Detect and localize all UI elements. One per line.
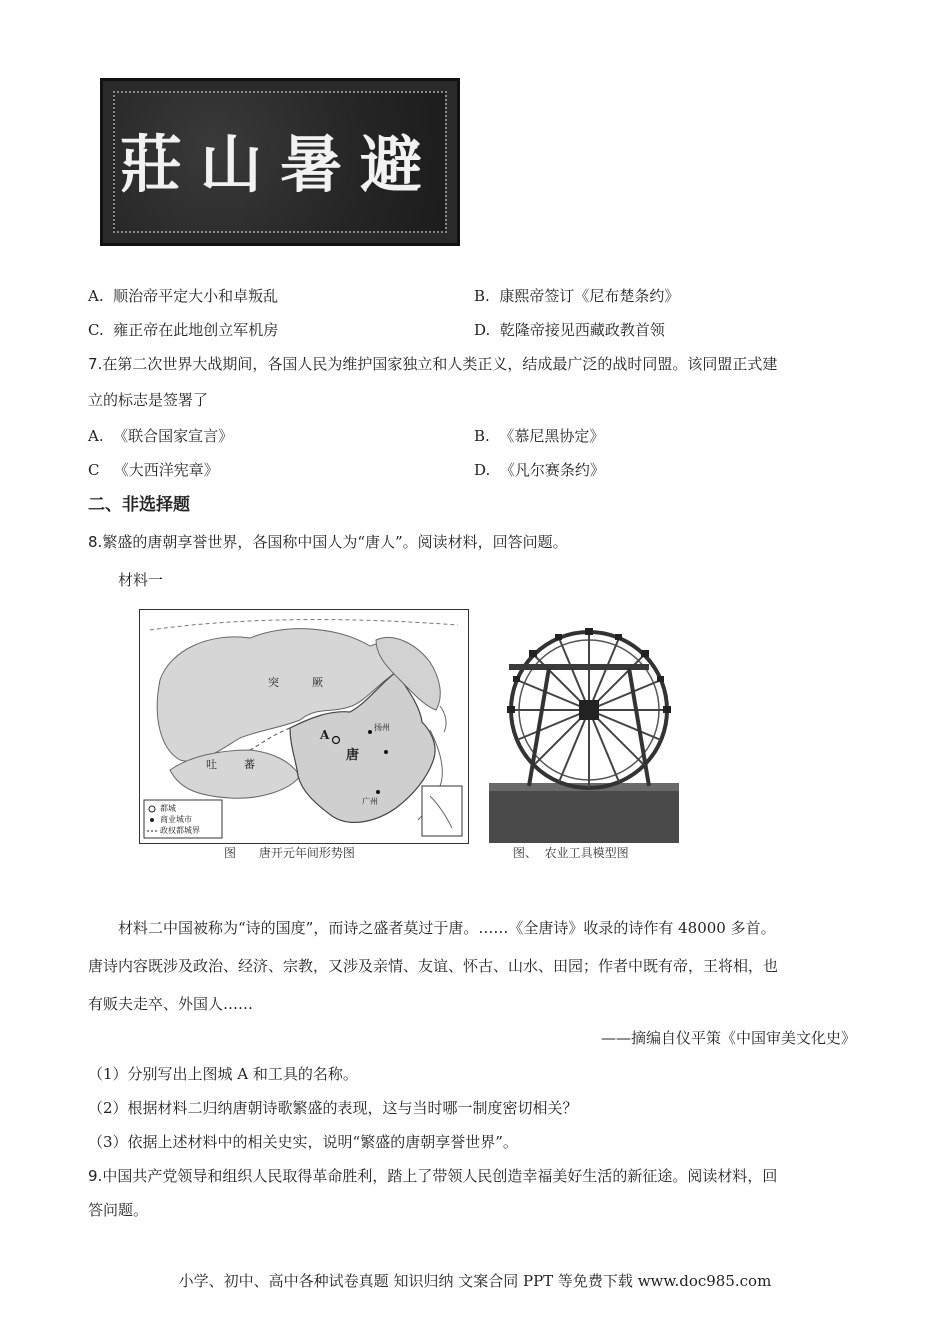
tang-map-figure bbox=[139, 609, 469, 844]
plaque-char: 山 bbox=[199, 128, 280, 201]
q8-subquestion-2: （2）根据材料二归纳唐朝诗歌繁盛的表现，这与当时哪一制度密切相关？ bbox=[88, 1099, 578, 1117]
q8-stem-text: 繁盛的唐朝享誉世界，各国称中国人为“唐人”。阅读材料，回答问题。 bbox=[102, 533, 568, 551]
page-footer: 小学、初中、高中各种试卷真题 知识归纳 文案合同 PPT 等免费下载 www.doc985.com bbox=[178, 1272, 772, 1290]
material2-source: ——摘编自仪平策《中国审美文化史》 bbox=[600, 1029, 856, 1047]
q7-option-c bbox=[88, 460, 219, 480]
waterwheel-model-figure bbox=[489, 618, 679, 843]
plaque-char: 避 bbox=[360, 128, 441, 201]
option-text: 乾隆帝接见西藏政教首领 bbox=[499, 321, 665, 339]
option-text: 《联合国家宣言》 bbox=[113, 427, 234, 445]
map-label-tubo: 吐 bbox=[206, 758, 217, 771]
map-caption-text: 唐开元年间形势图 bbox=[258, 846, 355, 860]
q6-option-d bbox=[474, 320, 665, 340]
option-label: D. bbox=[474, 321, 491, 339]
material2-line3: 有贩夫走卒、外国人…… bbox=[88, 995, 254, 1013]
legend-capital: 都城 bbox=[160, 804, 176, 813]
legend-commercial-city: 商业城市 bbox=[160, 815, 192, 824]
q7-option-b bbox=[474, 426, 604, 446]
q7-option-a bbox=[88, 426, 233, 446]
tang-map-svg bbox=[140, 610, 468, 843]
map-label-tang: 唐 bbox=[346, 748, 360, 763]
option-text: 《凡尔赛条约》 bbox=[499, 461, 605, 479]
q8-subquestion-1: （1）分别写出上图城 A 和工具的名称。 bbox=[88, 1065, 358, 1083]
question-number: 9. bbox=[88, 1167, 103, 1185]
wheel-caption-text: 农业工具模型图 bbox=[544, 846, 629, 860]
map-caption bbox=[224, 846, 355, 860]
q9-stem-line2: 答问题。 bbox=[88, 1201, 149, 1219]
option-label: B. bbox=[474, 427, 490, 445]
q8-stem bbox=[88, 532, 568, 552]
map-label-city-a: A bbox=[320, 728, 330, 742]
map-caption-prefix: 图 bbox=[224, 846, 237, 860]
option-label: A. bbox=[88, 427, 104, 445]
material2-line1: 材料二中国被称为“诗的国度”，而诗之盛者莫过于唐。……《全唐诗》收录的诗作有 48000 多首。 bbox=[118, 919, 776, 937]
question-number: 7. bbox=[88, 355, 103, 373]
q9-stem-line1 bbox=[88, 1166, 777, 1186]
material1-label: 材料一 bbox=[118, 571, 164, 589]
option-text: 雍正帝在此地创立军机房 bbox=[113, 321, 279, 339]
map-label-tujue-2: 厥 bbox=[312, 676, 323, 689]
plaque-char: 暑 bbox=[280, 128, 361, 201]
option-label: A. bbox=[88, 287, 104, 305]
option-label: C. bbox=[88, 321, 104, 339]
waterwheel-svg bbox=[489, 618, 679, 843]
option-text: 《慕尼黑协定》 bbox=[499, 427, 605, 445]
option-label: D. bbox=[474, 461, 491, 479]
option-text: 《大西洋宪章》 bbox=[113, 461, 219, 479]
option-label: C bbox=[88, 461, 100, 479]
plaque-image bbox=[100, 78, 460, 246]
q8-subquestion-3: （3）依据上述材料中的相关史实，说明“繁盛的唐朝享誉世界”。 bbox=[88, 1133, 518, 1151]
section-title: 二、非选择题 bbox=[88, 495, 190, 515]
question-number: 8. bbox=[88, 533, 103, 551]
map-label-guangzhou: 广州 bbox=[362, 797, 378, 806]
option-text: 康熙帝签订《尼布楚条约》 bbox=[499, 287, 680, 305]
option-text: 顺治帝平定大小和卓叛乱 bbox=[113, 287, 279, 305]
plaque-char: 莊 bbox=[119, 128, 200, 201]
plaque-inscription bbox=[103, 115, 457, 204]
q6-option-b bbox=[474, 286, 679, 306]
q7-stem-line1 bbox=[88, 354, 777, 374]
q9-stem-text: 中国共产党领导和组织人民取得革命胜利，踏上了带领人民创造幸福美好生活的新征途。阅读材料，回 bbox=[102, 1167, 778, 1185]
legend-border: 政权都城界 bbox=[160, 826, 200, 835]
q6-option-c bbox=[88, 320, 278, 340]
wheel-caption-prefix: 图、 bbox=[513, 846, 538, 860]
wheel-caption bbox=[513, 846, 629, 860]
q7-option-d bbox=[474, 460, 605, 480]
q7-stem-text: 在第二次世界大战期间，各国人民为维护国家独立和人类正义，结成最广泛的战时同盟。该同盟正式建 bbox=[102, 355, 778, 373]
map-label-tubo-2: 蕃 bbox=[244, 758, 255, 771]
map-label-yangzhou: 扬州 bbox=[374, 723, 390, 732]
q6-option-a bbox=[88, 286, 278, 306]
q7-stem-line2: 立的标志是签署了 bbox=[88, 391, 209, 409]
material2-line2: 唐诗内容既涉及政治、经济、宗教，又涉及亲情、友谊、怀古、山水、田园；作者中既有帝，王将相，也 bbox=[88, 957, 779, 975]
map-label-tujue: 突 bbox=[268, 676, 279, 689]
option-label: B. bbox=[474, 287, 490, 305]
